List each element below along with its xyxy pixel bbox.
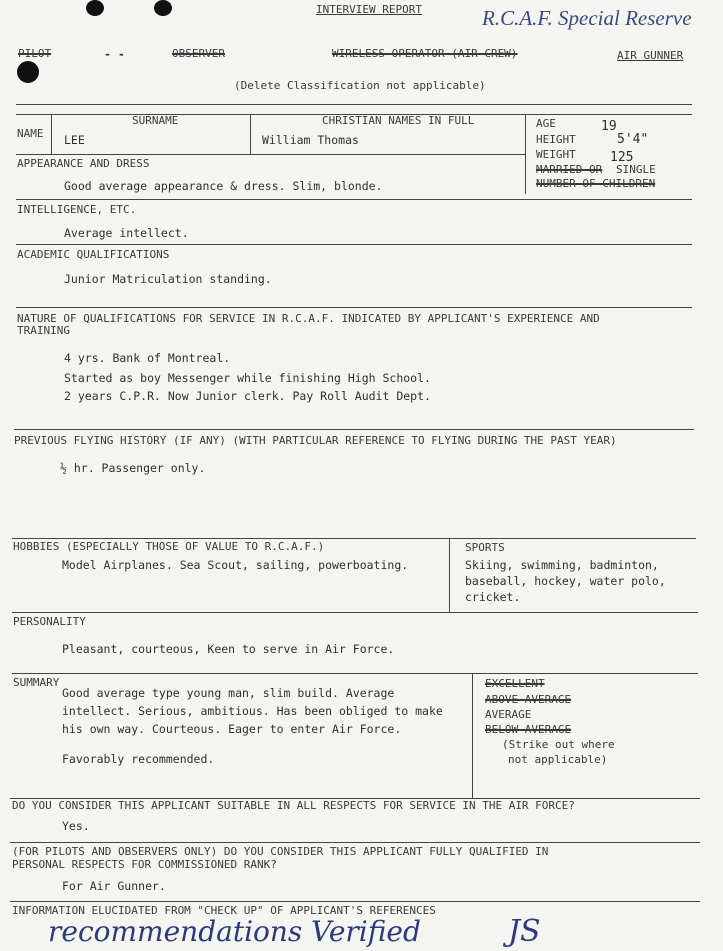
summary-recommendation: Favorably recommended. xyxy=(62,752,215,766)
ratings-note-1: (Strike out where xyxy=(502,738,615,751)
hobbies-label: HOBBIES (ESPECIALLY THOSE OF VALUE TO R.C.A.F.) xyxy=(13,540,325,553)
surname-value: LEE xyxy=(64,133,85,147)
children-label: NUMBER OF CHILDREN xyxy=(536,177,656,190)
sports-line-2: baseball, hockey, water polo, xyxy=(465,574,666,588)
intelligence-text: Average intellect. xyxy=(64,226,189,240)
intelligence-label: INTELLIGENCE, ETC. xyxy=(17,203,137,216)
qualifications-line-1: 4 yrs. Bank of Montreal. xyxy=(64,351,231,365)
classification-note: (Delete Classification not applicable) xyxy=(234,79,486,92)
references-label: INFORMATION ELUCIDATED FROM "CHECK UP" OF APPLICANT'S REFERENCES xyxy=(12,904,436,917)
surname-label: SURNAME xyxy=(132,114,179,127)
ratings-note-2: not applicable) xyxy=(508,753,608,766)
height-value: 5'4" xyxy=(617,132,649,147)
rating-above-average: ABOVE AVERAGE xyxy=(485,693,572,706)
weight-value: 125 xyxy=(610,150,634,165)
references-handwritten: recommendations Verified xyxy=(48,915,421,948)
christian-names-label: CHRISTIAN NAMES IN FULL xyxy=(322,114,475,127)
height-label: HEIGHT xyxy=(536,133,576,146)
punch-hole xyxy=(86,0,104,16)
married-label: MARRIED OR xyxy=(536,163,603,176)
hobbies-text: Model Airplanes. Sea Scout, sailing, powerboating. xyxy=(62,558,409,572)
appearance-label: APPEARANCE AND DRESS xyxy=(17,157,150,170)
qualifications-label-2: TRAINING xyxy=(17,324,70,337)
punch-hole xyxy=(17,61,39,83)
summary-line-3: his own way. Courteous. Eager to enter Air Force. xyxy=(62,722,402,736)
class-pilot: PILOT xyxy=(18,47,52,60)
commission-label-1: (FOR PILOTS AND OBSERVERS ONLY) DO YOU CONSIDER THIS APPLICANT FULLY QUALIFIED IN xyxy=(12,845,549,858)
sports-line-3: cricket. xyxy=(465,590,521,604)
christian-names-value: William Thomas xyxy=(262,133,359,147)
suitable-label: DO YOU CONSIDER THIS APPLICANT SUITABLE IN ALL RESPECTS FOR SERVICE IN THE AIR FORCE? xyxy=(12,799,575,812)
class-observer: OBSERVER xyxy=(172,47,225,60)
summary-line-1: Good average type young man, slim build. Average xyxy=(62,686,395,700)
qualifications-line-3: 2 years C.P.R. Now Junior clerk. Pay Roll Audit Dept. xyxy=(64,389,431,403)
special-reserve-stamp: R.C.A.F. Special Reserve xyxy=(482,6,692,30)
married-value: SINGLE xyxy=(616,163,656,176)
flying-text: ½ hr. Passenger only. xyxy=(60,461,206,475)
dash-mark: - - xyxy=(104,47,125,61)
academic-label: ACADEMIC QUALIFICATIONS xyxy=(17,248,170,261)
suitable-answer: Yes. xyxy=(62,819,90,833)
qualifications-line-2: Started as boy Messenger while finishing High School. xyxy=(64,371,431,385)
age-label: AGE xyxy=(536,117,556,130)
form-title: INTERVIEW REPORT xyxy=(316,3,422,16)
rating-below-average: BELOW AVERAGE xyxy=(485,723,572,736)
weight-label: WEIGHT xyxy=(536,148,576,161)
personality-text: Pleasant, courteous, Keen to serve in Air Force. xyxy=(62,642,395,656)
name-label: NAME xyxy=(17,127,44,140)
references-initials: JS xyxy=(508,914,541,949)
rating-average: AVERAGE xyxy=(485,708,532,721)
personality-label: PERSONALITY xyxy=(13,615,86,628)
summary-line-2: intellect. Serious, ambitious. Has been obliged to make xyxy=(62,704,443,718)
rating-excellent: EXCELLENT xyxy=(485,677,545,690)
punch-hole xyxy=(154,0,172,16)
qualifications-label-1: NATURE OF QUALIFICATIONS FOR SERVICE IN R.C.A.F. INDICATED BY APPLICANT'S EXPERIENCE AND xyxy=(17,312,600,325)
commission-answer: For Air Gunner. xyxy=(62,879,166,893)
commission-label-2: PERSONAL RESPECTS FOR COMMISSIONED RANK? xyxy=(12,858,277,871)
appearance-text: Good average appearance & dress. Slim, blonde. xyxy=(64,179,383,193)
class-wireless: WIRELESS OPERATOR (AIR CREW) xyxy=(332,47,518,60)
age-value: 19 xyxy=(601,119,617,134)
academic-text: Junior Matriculation standing. xyxy=(64,272,272,286)
summary-label: SUMMARY xyxy=(13,676,60,689)
sports-label: SPORTS xyxy=(465,541,505,554)
flying-label: PREVIOUS FLYING HISTORY (IF ANY) (WITH PARTICULAR REFERENCE TO FLYING DURING THE PAST YEAR) xyxy=(14,434,617,447)
sports-line-1: Skiing, swimming, badminton, xyxy=(465,558,659,572)
class-air-gunner: AIR GUNNER xyxy=(617,49,684,62)
